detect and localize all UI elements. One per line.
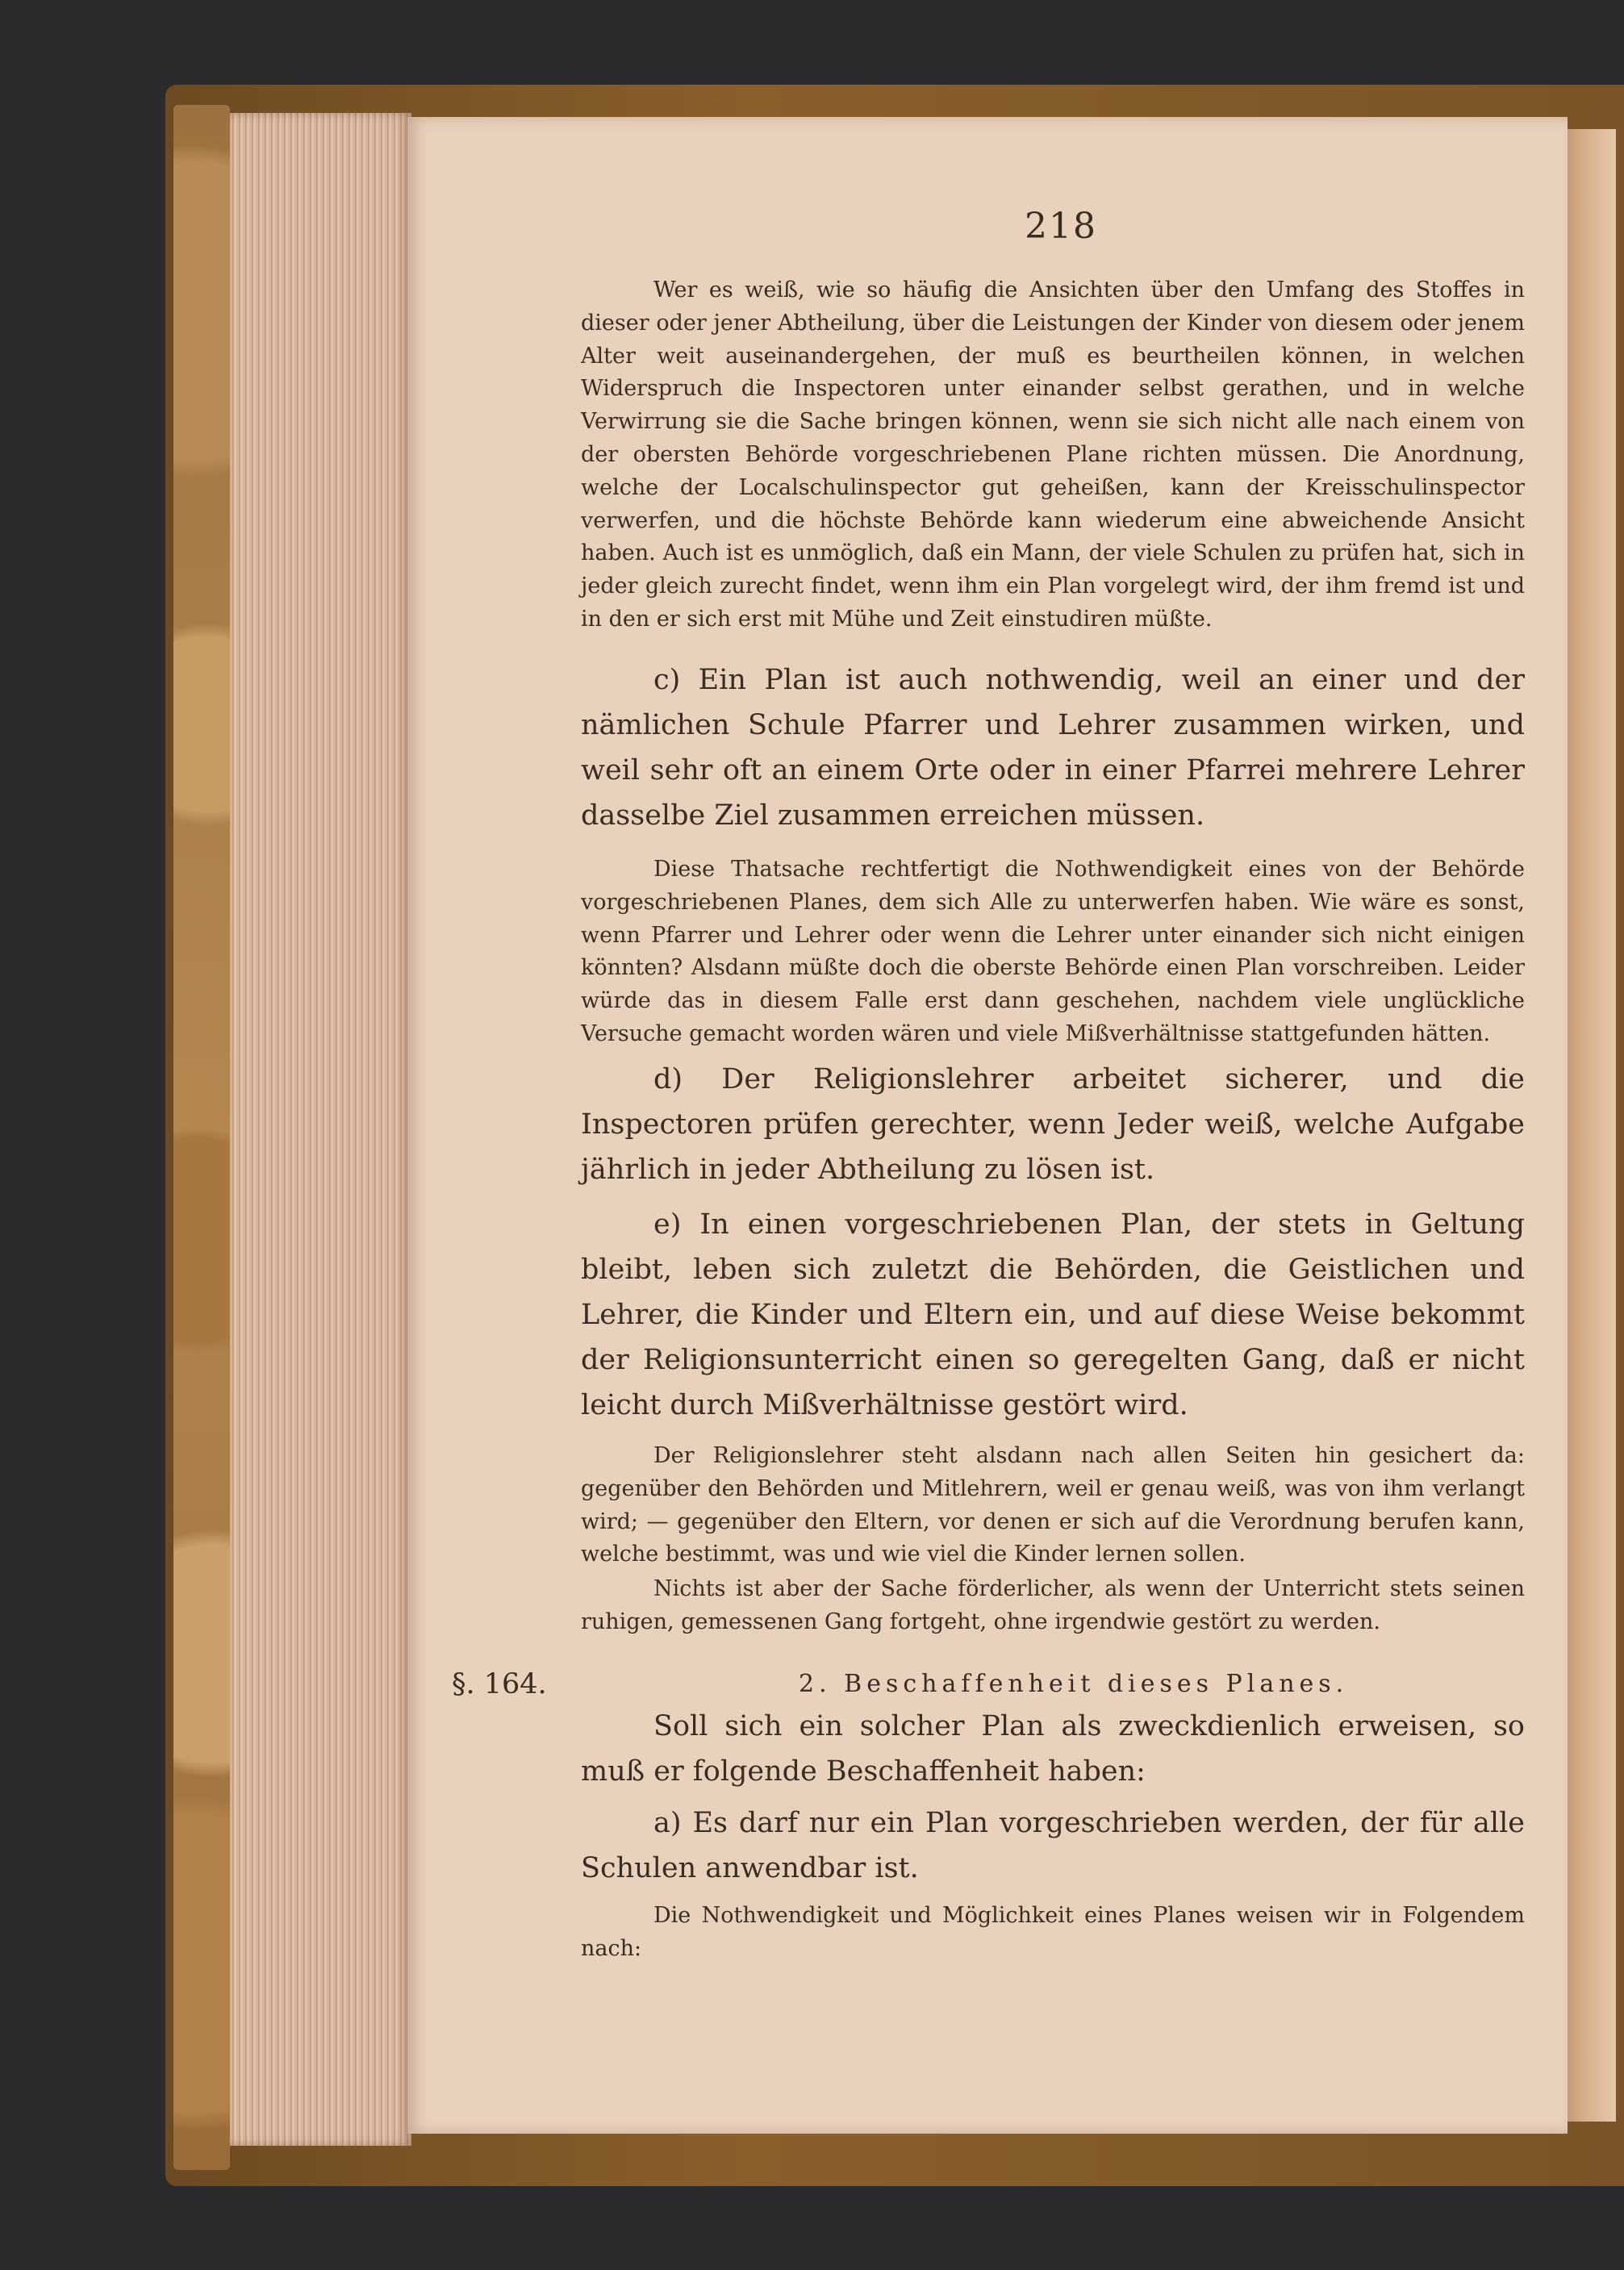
section-heading: 2. Beschaffenheit dieses Planes. (799, 1670, 1349, 1698)
marbled-binding (173, 105, 230, 2170)
paragraph-e-note: Der Religionslehrer steht alsdann nach allen Seiten hin gesichert da: gegenüber den Behörden und Mitlehrern, weil er genau weiß, was von ihm verlangt wird; — gegenüber den Eltern, vor denen er sich auf die Verordnung berufen kann, welche bestimmt, was und wie viel die Kinder lernen sollen. (581, 1443, 1525, 1567)
paragraph-e: e) In einen vorgeschriebenen Plan, der stets in Geltung bleibt, leben sich zuletzt die Behörden, die Geistlichen und Lehrer, die Kinder und Eltern ein, und auf diese Weise bekommt der Religionsunterricht einen so geregelten Gang, daß er nicht leicht durch Mißverhältnisse gestört wird. (581, 1208, 1525, 1421)
paragraph-c: c) Ein Plan ist auch nothwendig, weil an einer und der nämlichen Schule Pfarrer und Lehrer zusammen wirken, und weil sehr oft an einem Orte oder in einer Pfarrei mehrere Lehrer dasselbe Ziel zusammen erreichen müssen. (581, 664, 1525, 832)
paragraph-intro: Soll sich ein solcher Plan als zweckdienlich erweisen, so muß er folgende Beschaffenheit haben: (581, 1710, 1525, 1788)
paragraph-d: d) Der Religionslehrer arbeitet sicherer, und die Inspectoren prüfen gerechter, wenn Jeder weiß, welche Aufgabe jährlich in jeder Abtheilung zu lösen ist. (581, 1063, 1525, 1186)
facing-page-edge (1568, 129, 1616, 2122)
paragraph-a: a) Es darf nur ein Plan vorgeschrieben werden, der für alle Schulen anwendbar ist. (581, 1807, 1525, 1884)
paragraph-a-note: Die Nothwendigkeit und Möglichkeit eines Planes weisen wir in Folgendem nach: (581, 1903, 1525, 1961)
paragraph-c-note: Diese Thatsache rechtfertigt die Nothwendigkeit eines von der Behörde vorgeschriebenen Planes, dem sich Alle zu unterwerfen haben. Wie wäre es sonst, wenn Pfarrer und Lehrer oder wenn die Lehrer unter einander sich nicht einigen könnten? Alsdann müßte doch die oberste Behörde einen Plan vorschreiben. Leider würde das in diesem Falle erst dann geschehen, nachdem viele unglückliche Versuche gemacht worden wären und viele Mißverhältnisse stattgefunden hätten. (581, 857, 1525, 1046)
page-edges (230, 113, 411, 2146)
paragraph-e-note-2: Nichts ist aber der Sache förderlicher, als wenn der Unterricht stets seinen ruhigen, gemessenen Gang fortgeht, ohne irgendwie gestört zu werden. (581, 1576, 1525, 1634)
paragraph-1: Wer es weiß, wie so häufig die Ansichten über den Umfang des Stoffes in dieser oder jener Abtheilung, über die Leistungen der Kinder von diesem oder jenem Alter weit auseinandergehen, der muß es beurtheilen können, in welchen Widerspruch die Inspectoren unter einander selbst gerathen, und in welche Verwirrung sie die Sache bringen können, wenn sie sich nicht alle nach einem von der obersten Behörde vorgeschriebenen Plane richten müssen. Die Anordnung, welche der Localschulinspector gut geheißen, kann der Kreisschulinspector verwerfen, und die höchste Behörde kann wiederum eine abweichende Ansicht haben. Auch ist es unmöglich, daß ein Mann, der viele Schulen zu prüfen hat, sich in jeder gleich zurecht findet, wenn ihm ein Plan vorgelegt wird, der ihm fremd ist und in den er sich erst mit Mühe und Zeit einstudiren müßte. (581, 277, 1525, 632)
section-mark: §. 164. (452, 1668, 547, 1700)
page-number: 218 (1025, 206, 1097, 247)
